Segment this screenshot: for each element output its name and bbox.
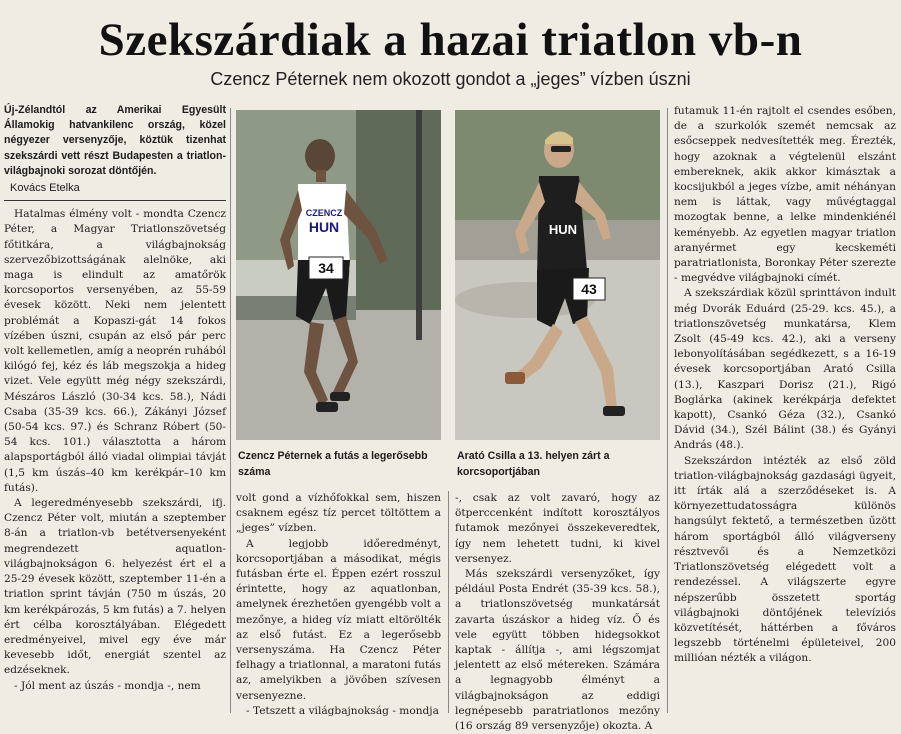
jersey-country-1: HUN [308, 219, 340, 235]
photo-czencz-running [236, 110, 441, 440]
column-4 [674, 104, 896, 715]
column-3-paragraph: Más szekszárdi versenyzőket, így például Posta Endrét (35-39 kcs. 58.), a triatlonszövetség munkatársát zavarta úszáskor a hideg víz. Ő és vele együtt többen hidegsokkot kaptak - állítja -, ami légszomjat jelentett az első métereken. Számára a legnagyobb élményt a világbajnokságon az eddigi legnépesebb paratriatlonos mezőny (16 ország 89 versenyzője) okozta. A [455, 568, 660, 733]
column-divider [230, 108, 231, 713]
photo-caption-1: Czencz Péternek a futás a legerősebb száma [238, 450, 428, 478]
column-3 [455, 491, 660, 733]
column-divider [667, 108, 668, 713]
bib-number-1: 34 [318, 260, 334, 276]
column-2-paragraph: volt gond a vízhőfokkal sem, hiszen csaknem egész tíz percet töltöttem a „jeges” vízben. [236, 492, 441, 535]
byline-rule [4, 200, 226, 201]
photo-arato-running [455, 110, 660, 440]
lead-paragraph: Új-Zélandtól az Amerikai Egyesült Államokig hatvankilenc ország, közel négyezer versenyzője, köztük tizenhat szekszárdi vett részt Budapesten a triatlon-világbajnoki sorozat döntőjén. [4, 104, 226, 177]
column-1-paragraph: Hatalmas élmény volt - mondta Czencz Péter, a Magyar Triatlonszövetség főtitkára, a világbajnokság szervezőbizottságának alelnöke, aki maga is elindult az amatőrök korcsoportos versenyében, az 55-59 évesek között. Neki nem jelentett problémát a Kopaszi-gát 14 fokos vízében úszni, csupán az első pár perc volt kellemetlen, amíg a neoprén ruhából kilógó fej, kéz és láb megszokja a hideg vizet. Vele együtt még négy szekszárdi, Mészáros László (30-34 kcs. 58.), Nádi Csaba (35-39 kcs. 66.), Zákányi József (50-54 kcs. 97.) és Schranz Róbert (50-54 kcs. 101.) választotta a három alapsportágból álló viadal olimpiai távját (1,5 km úszás–40 km kerékpár–10 km futás). [4, 208, 226, 494]
column-divider [448, 491, 449, 713]
column-4-paragraph: futamuk 11-én rajtolt el csendes esőben, de a szurkolók szemét nemcsak az esőcseppek nedvesítették meg. Érezték, hogy azoknak a végtelenül elszánt embereknek, akik akkor kimásztak a kocsijukból a jeges vízbe, amit néhányan nem is láttak, vagy művégtaggal mozogtak benne, a lelke mindenkiénél keményebb. Az egyetlen magyar triatlon aranyérmet egy kecskeméti paratriatlonista, Boronkay Péter szerezte - megvédve világbajnoki címét. [674, 105, 896, 285]
jersey-country-2: HUN [548, 222, 578, 237]
runner-illustration-2 [455, 110, 660, 440]
subhead: Czencz Péternek nem okozott gondot a „jeges” vízben úszni [210, 69, 691, 89]
bib-number-2: 43 [581, 281, 597, 297]
byline: Kovács Etelka [10, 182, 80, 195]
column-3-paragraph: -, csak az volt zavaró, hogy az ötperccenként indított korosztályos futamok mezőnyei összekeveredtek, így nem lehetett tudni, ki kivel versenyez. [455, 492, 660, 565]
jersey-name-1: CZENCZ [305, 208, 343, 218]
column-1-paragraph: A legeredményesebb szekszárdi, ifj. Czencz Péter volt, miután a szeptember 8-án a triatlon-vb betétversenyeként megrendezett aquatlon-világbajnokságon 6. helyezést ért el a 25-29 évesek között, szeptember 11-én a triatlon sprint távján (750 m úszás, 20 km kerékpározás, 5 km futás) a 7. helyen ért célba korosztályában. Elégedett eredményeivel, mivel egy éve már kevesebb időt, energiát szentel az edzéseknek. [4, 497, 226, 677]
column-1 [4, 103, 226, 715]
column-4-paragraph: A szekszárdiak közül sprinttávon indult még Dvorák Eduárd (25-29. kcs. 45.), a triatlonszövetség munkatársa, Klem Zsolt (45-49 kcs. 42.), aki a verseny lebonyolításában segédkezett, s a 16-19 évesek korcsoportjában Arató Csilla (13.), Kaszpari Dorisz (21.), Rigó Boglárka (akinek kerékpárja defektet kapott), Csankó Géza (32.), Csankó Dávid (34.), Szél Bálint (38.) és Gyányi András (48.). [674, 287, 896, 452]
runner-illustration-1 [236, 110, 441, 440]
column-2-paragraph: A legjobb időeredményt, korcsoportjában a másodikat, mégis futásban érte el. Éppen ezért rosszul érintette, hogy az aquatlonban, amelynek érezhetően gyengébb volt a mezőnye, a hideg víz miatt eltörölték az első futást. Ez a legerősebb versenyszáma. Ha Czencz Péter felhagy a triatlonnal, a maratoni futás az, amelyikben a jövőben szívesen versenyezne. [236, 537, 441, 702]
column-4-paragraph: Szekszárdon intézték az első zöld triatlon-világbajnokság gazdasági ügyeit, itt írták alá a szerződéseket is. A környezettudatosságra különös hangsúlyt fektető, a természetben űzött három sportágból álló világverseny résztvevői és a Nemzetközi Triatlonszövetség elégedett volt a rendezéssel. A világszerte egyre népszerűbb összetett sportág világbajnoki döntőjének televíziós közvetítését, háttérben a főváros legszebb történelmi épületeivel, 200 millióan nézték a világon. [674, 454, 896, 665]
photo-caption-2: Arató Csilla a 13. helyen zárt a korcsoportjában [457, 450, 610, 478]
column-2-paragraph: - Tetszett a világbajnokság - mondja [246, 704, 439, 717]
headline: Szekszárdiak a hazai triatlon vb-n [98, 14, 803, 66]
column-1-paragraph: - Jól ment az úszás - mondja -, nem [14, 679, 201, 692]
column-2 [236, 491, 441, 715]
